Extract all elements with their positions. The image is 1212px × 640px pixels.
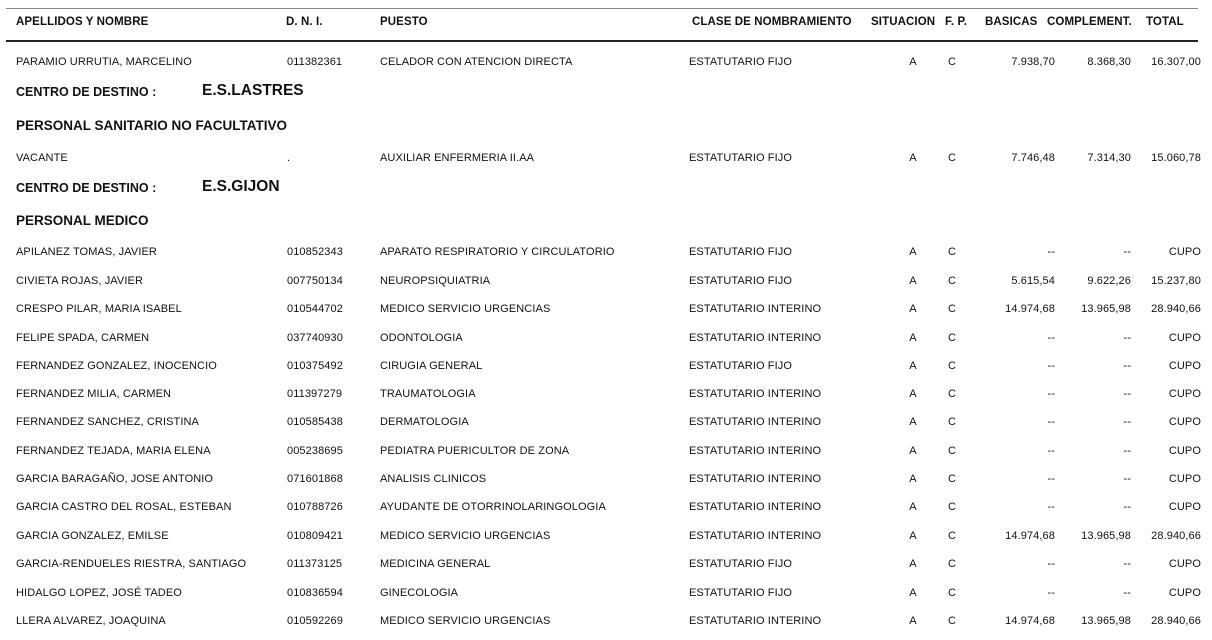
row-fp: C <box>947 152 957 164</box>
row-puesto: MEDICO SERVICIO URGENCIAS <box>380 530 551 542</box>
row-situacion: A <box>909 246 917 258</box>
centro-name: E.S.LASTRES <box>202 82 304 99</box>
row-puesto: DERMATOLOGIA <box>380 416 469 428</box>
row-name: GARCIA BARAGAÑO, JOSE ANTONIO <box>16 473 214 485</box>
header-rule <box>6 40 1198 42</box>
header-situacion: SITUACION <box>871 16 936 28</box>
row-total: 28.940,66 <box>1151 530 1201 542</box>
row-name: CIVIETA ROJAS, JAVIER <box>16 275 143 287</box>
row-dni: 071601868 <box>287 473 343 485</box>
row-basicas: -- <box>1047 558 1055 570</box>
centro-name: E.S.GIJON <box>202 178 280 195</box>
row-clase: ESTATUTARIO INTERINO <box>689 445 822 457</box>
row-basicas: -- <box>1047 246 1055 258</box>
row-clase: ESTATUTARIO FIJO <box>689 558 793 570</box>
row-dni: 010852343 <box>287 246 343 258</box>
row-total: 28.940,66 <box>1151 303 1201 315</box>
row-fp: C <box>947 558 957 570</box>
row-situacion: A <box>909 388 917 400</box>
row-basicas: -- <box>1047 473 1055 485</box>
row-complement: 9.622,26 <box>1087 275 1131 287</box>
row-name: FERNANDEZ SANCHEZ, CRISTINA <box>16 416 199 428</box>
row-clase: ESTATUTARIO INTERINO <box>689 303 822 315</box>
row-situacion: A <box>909 275 917 287</box>
row-complement: -- <box>1123 416 1131 428</box>
row-situacion: A <box>909 615 917 627</box>
row-basicas: 7.746,48 <box>1011 152 1055 164</box>
row-dni: 010592269 <box>287 615 343 627</box>
row-basicas: 7.938,70 <box>1011 56 1055 68</box>
row-name: FERNANDEZ MILIA, CARMEN <box>16 388 172 400</box>
row-clase: ESTATUTARIO FIJO <box>689 152 793 164</box>
row-fp: C <box>947 246 957 258</box>
row-situacion: A <box>909 332 917 344</box>
row-puesto: TRAUMATOLOGIA <box>380 388 476 400</box>
row-basicas: -- <box>1047 501 1055 513</box>
row-basicas: -- <box>1047 332 1055 344</box>
row-dni: 007750134 <box>287 275 343 287</box>
row-name: VACANTE <box>16 152 68 164</box>
row-situacion: A <box>909 530 917 542</box>
row-name: CRESPO PILAR, MARIA ISABEL <box>16 303 182 315</box>
row-fp: C <box>947 615 957 627</box>
row-puesto: CIRUGIA GENERAL <box>380 360 483 372</box>
row-name: FERNANDEZ GONZALEZ, INOCENCIO <box>16 360 217 372</box>
header-clase: CLASE DE NOMBRAMIENTO <box>692 16 852 28</box>
row-complement: -- <box>1123 558 1131 570</box>
row-name: LLERA ALVAREZ, JOAQUINA <box>16 615 166 627</box>
row-situacion: A <box>909 360 917 372</box>
row-total: 28.940,66 <box>1151 615 1201 627</box>
row-basicas: 14.974,68 <box>1005 530 1055 542</box>
row-clase: ESTATUTARIO FIJO <box>689 275 793 287</box>
top-rule <box>6 8 1198 9</box>
row-clase: ESTATUTARIO INTERINO <box>689 473 822 485</box>
row-total: CUPO <box>1168 360 1201 372</box>
row-situacion: A <box>909 587 917 599</box>
row-dni: 037740930 <box>287 332 343 344</box>
row-fp: C <box>947 303 957 315</box>
header-name: APELLIDOS Y NOMBRE <box>16 16 149 28</box>
row-name: HIDALGO LOPEZ, JOSÉ TADEO <box>16 587 182 599</box>
row-total: CUPO <box>1168 445 1201 457</box>
row-total: CUPO <box>1168 246 1201 258</box>
row-complement: -- <box>1123 388 1131 400</box>
row-total: 15.237,80 <box>1151 275 1201 287</box>
row-puesto: APARATO RESPIRATORIO Y CIRCULATORIO <box>380 246 615 258</box>
row-name: GARCIA-RENDUELES RIESTRA, SANTIAGO <box>16 558 247 570</box>
header-dni: D. N. I. <box>286 16 323 28</box>
row-clase: ESTATUTARIO INTERINO <box>689 615 822 627</box>
row-puesto: ANALISIS CLINICOS <box>380 473 487 485</box>
row-fp: C <box>947 530 957 542</box>
row-complement: -- <box>1123 246 1131 258</box>
row-complement: -- <box>1123 587 1131 599</box>
row-dni: 011397279 <box>287 388 343 400</box>
row-puesto: CELADOR CON ATENCION DIRECTA <box>380 56 573 68</box>
row-basicas: 14.974,68 <box>1005 615 1055 627</box>
row-clase: ESTATUTARIO INTERINO <box>689 332 822 344</box>
row-total: CUPO <box>1168 501 1201 513</box>
row-complement: -- <box>1123 445 1131 457</box>
row-dni: 010788726 <box>287 501 343 513</box>
row-fp: C <box>947 275 957 287</box>
row-situacion: A <box>909 445 917 457</box>
row-complement: 13.965,98 <box>1081 530 1131 542</box>
row-fp: C <box>947 388 957 400</box>
row-complement: -- <box>1123 473 1131 485</box>
row-puesto: ODONTOLOGIA <box>380 332 463 344</box>
row-puesto: MEDICO SERVICIO URGENCIAS <box>380 615 551 627</box>
row-puesto: MEDICINA GENERAL <box>380 558 491 570</box>
row-total: 15.060,78 <box>1151 152 1201 164</box>
row-basicas: -- <box>1047 360 1055 372</box>
row-dni: 010809421 <box>287 530 343 542</box>
row-clase: ESTATUTARIO FIJO <box>689 56 793 68</box>
header-complement: COMPLEMENT. <box>1047 16 1132 28</box>
row-fp: C <box>947 332 957 344</box>
header-basicas: BASICAS <box>985 16 1038 28</box>
row-complement: -- <box>1123 501 1131 513</box>
row-puesto: AYUDANTE DE OTORRINOLARINGOLOGIA <box>380 501 606 513</box>
row-name: GARCIA CASTRO DEL ROSAL, ESTEBAN <box>16 501 232 513</box>
row-dni: 010544702 <box>287 303 343 315</box>
row-total: CUPO <box>1168 473 1201 485</box>
row-complement: 13.965,98 <box>1081 303 1131 315</box>
row-total: CUPO <box>1168 416 1201 428</box>
row-puesto: AUXILIAR ENFERMERIA II.AA <box>380 152 535 164</box>
row-total: CUPO <box>1168 388 1201 400</box>
row-situacion: A <box>909 152 917 164</box>
row-basicas: -- <box>1047 445 1055 457</box>
row-complement: 13.965,98 <box>1081 615 1131 627</box>
row-basicas: -- <box>1047 416 1055 428</box>
row-basicas: 14.974,68 <box>1005 303 1055 315</box>
row-puesto: NEUROPSIQUIATRIA <box>380 275 491 287</box>
row-dni: 011373125 <box>287 558 343 570</box>
row-complement: -- <box>1123 332 1131 344</box>
header-fp: F. P. <box>945 16 968 28</box>
row-situacion: A <box>909 558 917 570</box>
centro-label: CENTRO DE DESTINO : <box>16 85 157 99</box>
row-basicas: 5.615,54 <box>1011 275 1055 287</box>
row-dni: 010836594 <box>287 587 343 599</box>
row-clase: ESTATUTARIO FIJO <box>689 360 793 372</box>
row-dni: 010375492 <box>287 360 343 372</box>
row-total: CUPO <box>1168 587 1201 599</box>
row-fp: C <box>947 445 957 457</box>
row-fp: C <box>947 56 957 68</box>
row-dni: 011382361 <box>287 56 343 68</box>
row-situacion: A <box>909 473 917 485</box>
centro-label: CENTRO DE DESTINO : <box>16 181 157 195</box>
row-situacion: A <box>909 416 917 428</box>
row-situacion: A <box>909 501 917 513</box>
row-complement: -- <box>1123 360 1131 372</box>
row-total: CUPO <box>1168 332 1201 344</box>
row-clase: ESTATUTARIO INTERINO <box>689 530 822 542</box>
row-situacion: A <box>909 56 917 68</box>
header-puesto: PUESTO <box>380 16 428 28</box>
row-fp: C <box>947 416 957 428</box>
row-puesto: MEDICO SERVICIO URGENCIAS <box>380 303 551 315</box>
row-clase: ESTATUTARIO INTERINO <box>689 501 822 513</box>
row-fp: C <box>947 473 957 485</box>
row-clase: ESTATUTARIO FIJO <box>689 246 793 258</box>
row-basicas: -- <box>1047 587 1055 599</box>
row-fp: C <box>947 587 957 599</box>
section-title: PERSONAL SANITARIO NO FACULTATIVO <box>16 118 288 133</box>
row-total: CUPO <box>1168 558 1201 570</box>
row-name: APILANEZ TOMAS, JAVIER <box>16 246 157 258</box>
row-fp: C <box>947 501 957 513</box>
row-name: PARAMIO URRUTIA, MARCELINO <box>16 56 192 68</box>
row-clase: ESTATUTARIO FIJO <box>689 587 793 599</box>
row-clase: ESTATUTARIO INTERINO <box>689 416 822 428</box>
row-clase: ESTATUTARIO INTERINO <box>689 388 822 400</box>
row-dni: 005238695 <box>287 445 343 457</box>
section-title: PERSONAL MEDICO <box>16 213 149 228</box>
row-name: GARCIA GONZALEZ, EMILSE <box>16 530 169 542</box>
row-puesto: PEDIATRA PUERICULTOR DE ZONA <box>380 445 570 457</box>
header-total: TOTAL <box>1146 16 1184 28</box>
row-fp: C <box>947 360 957 372</box>
row-complement: 7.314,30 <box>1087 152 1131 164</box>
row-total: 16.307,00 <box>1151 56 1201 68</box>
row-situacion: A <box>909 303 917 315</box>
row-dni: . <box>287 152 291 164</box>
row-basicas: -- <box>1047 388 1055 400</box>
row-name: FELIPE SPADA, CARMEN <box>16 332 150 344</box>
row-name: FERNANDEZ TEJADA, MARIA ELENA <box>16 445 211 457</box>
row-complement: 8.368,30 <box>1087 56 1131 68</box>
row-dni: 010585438 <box>287 416 343 428</box>
row-puesto: GINECOLOGIA <box>380 587 459 599</box>
